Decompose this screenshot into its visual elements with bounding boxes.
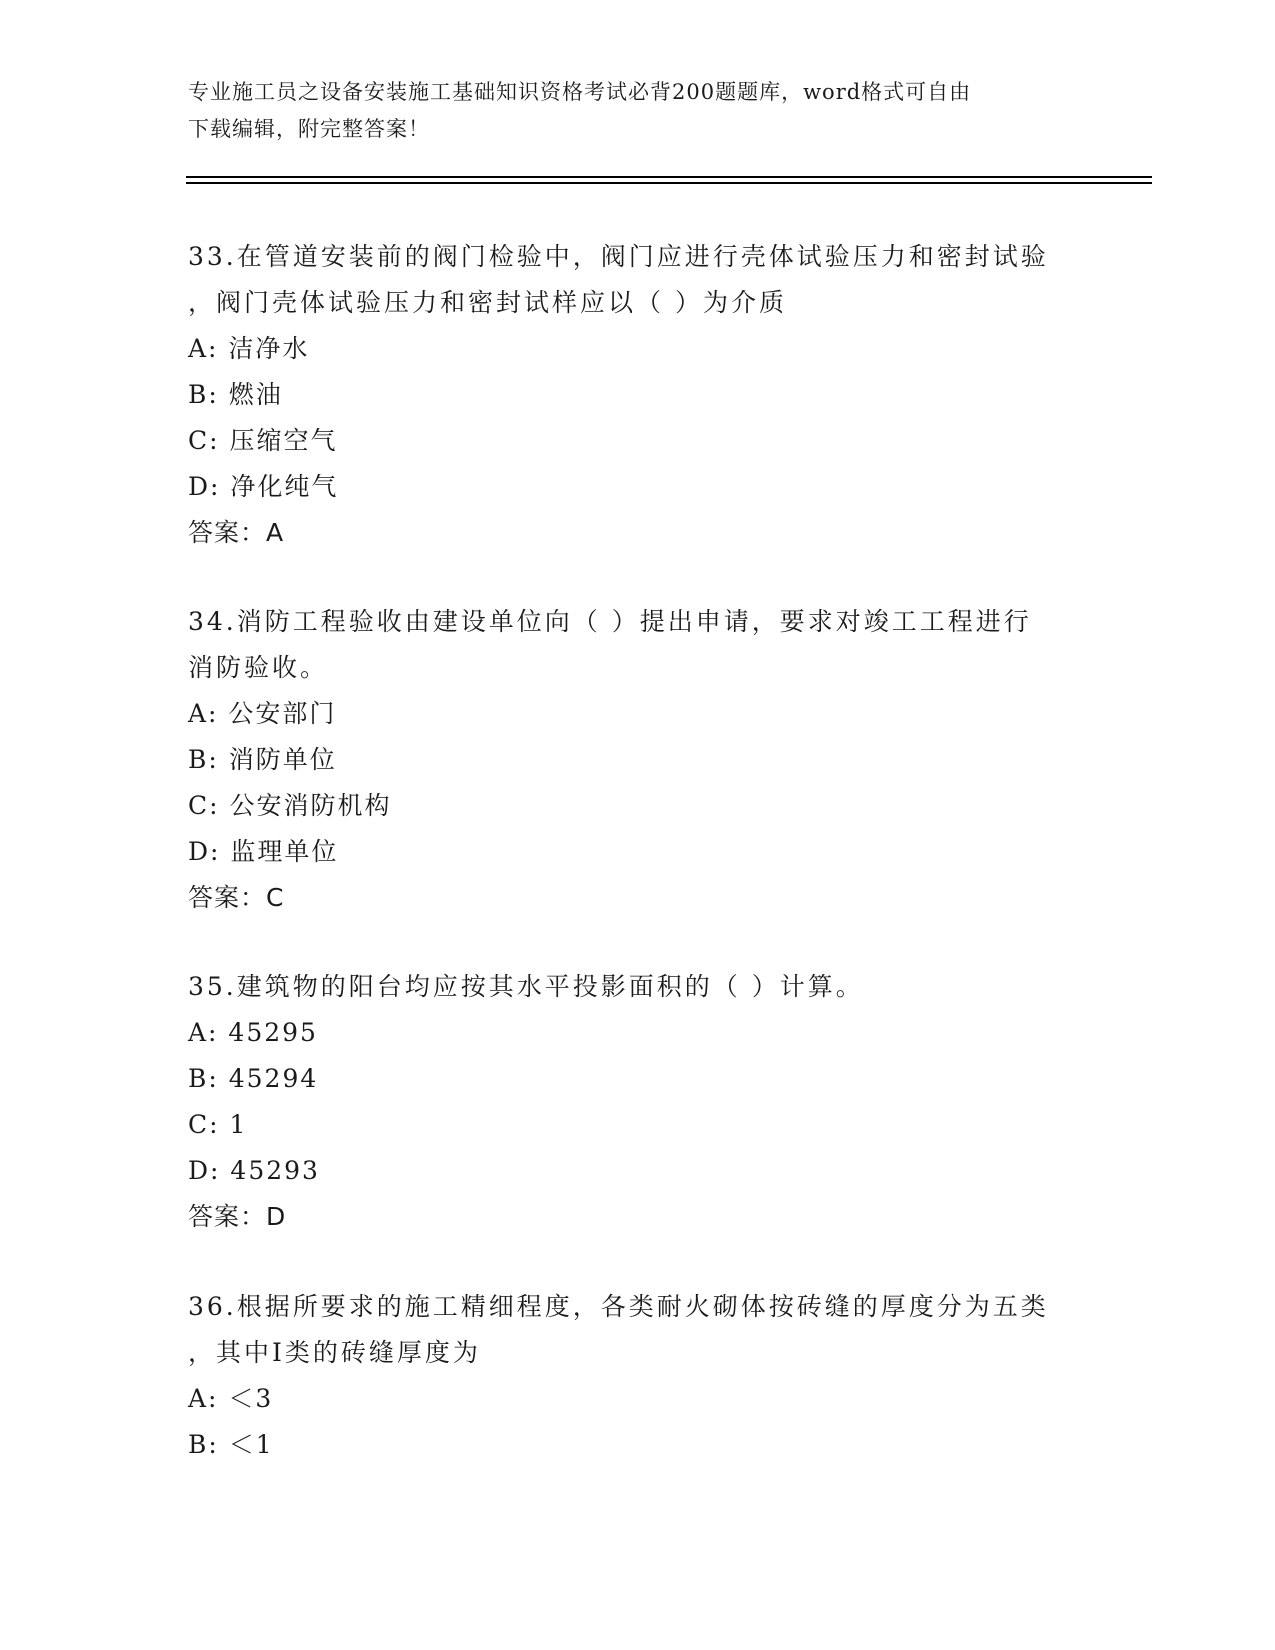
question-stem-line-2: ，阀门壳体试验压力和密封试样应以（ ）为介质 — [188, 288, 787, 317]
question-stem-line-2: ，其中Ⅰ类的砖缝厚度为 — [188, 1338, 481, 1367]
option-b: B: 45294 — [188, 1064, 319, 1093]
option-b: B: ＜1 — [188, 1430, 274, 1459]
option-d: D: 净化纯气 — [188, 472, 339, 501]
question-36 — [188, 1284, 1088, 1468]
question-stem-line-1: 34.消防工程验收由建设单位向（ ）提出申请，要求对竣工工程进行 — [188, 607, 1032, 636]
header-divider-top — [186, 176, 1152, 178]
option-b: B: 消防单位 — [188, 745, 337, 774]
question-35 — [188, 964, 1088, 1240]
document-header — [188, 74, 1088, 148]
question-34 — [188, 599, 1088, 921]
question-stem-line-1: 35.建筑物的阳台均应按其水平投影面积的（ ）计算。 — [188, 972, 864, 1001]
option-b: B: 燃油 — [188, 380, 283, 409]
option-a: A: 45295 — [188, 1018, 318, 1047]
header-divider-bottom — [186, 182, 1152, 184]
option-a: A: ＜3 — [188, 1384, 274, 1413]
header-line-1: 专业施工员之设备安装施工基础知识资格考试必背200题题库，word格式可自由 — [188, 80, 972, 104]
question-stem-line-1: 36.根据所要求的施工精细程度，各类耐火砌体按砖缝的厚度分为五类 — [188, 1292, 1049, 1321]
option-d: D: 监理单位 — [188, 837, 339, 866]
option-a: A: 洁净水 — [188, 334, 310, 363]
option-d: D: 45293 — [188, 1156, 320, 1185]
question-33 — [188, 234, 1088, 556]
option-c: C: 压缩空气 — [188, 426, 338, 455]
option-a: A: 公安部门 — [188, 699, 337, 728]
option-c: C: 公安消防机构 — [188, 791, 392, 820]
answer: 答案：D — [188, 1202, 287, 1231]
question-stem-line-2: 消防验收。 — [188, 653, 329, 682]
option-c: C: 1 — [188, 1110, 248, 1139]
answer: 答案：A — [188, 518, 285, 547]
header-line-2: 下载编辑，附完整答案！ — [188, 117, 430, 141]
question-stem-line-1: 33.在管道安装前的阀门检验中，阀门应进行壳体试验压力和密封试验 — [188, 242, 1049, 271]
answer: 答案：C — [188, 883, 285, 912]
